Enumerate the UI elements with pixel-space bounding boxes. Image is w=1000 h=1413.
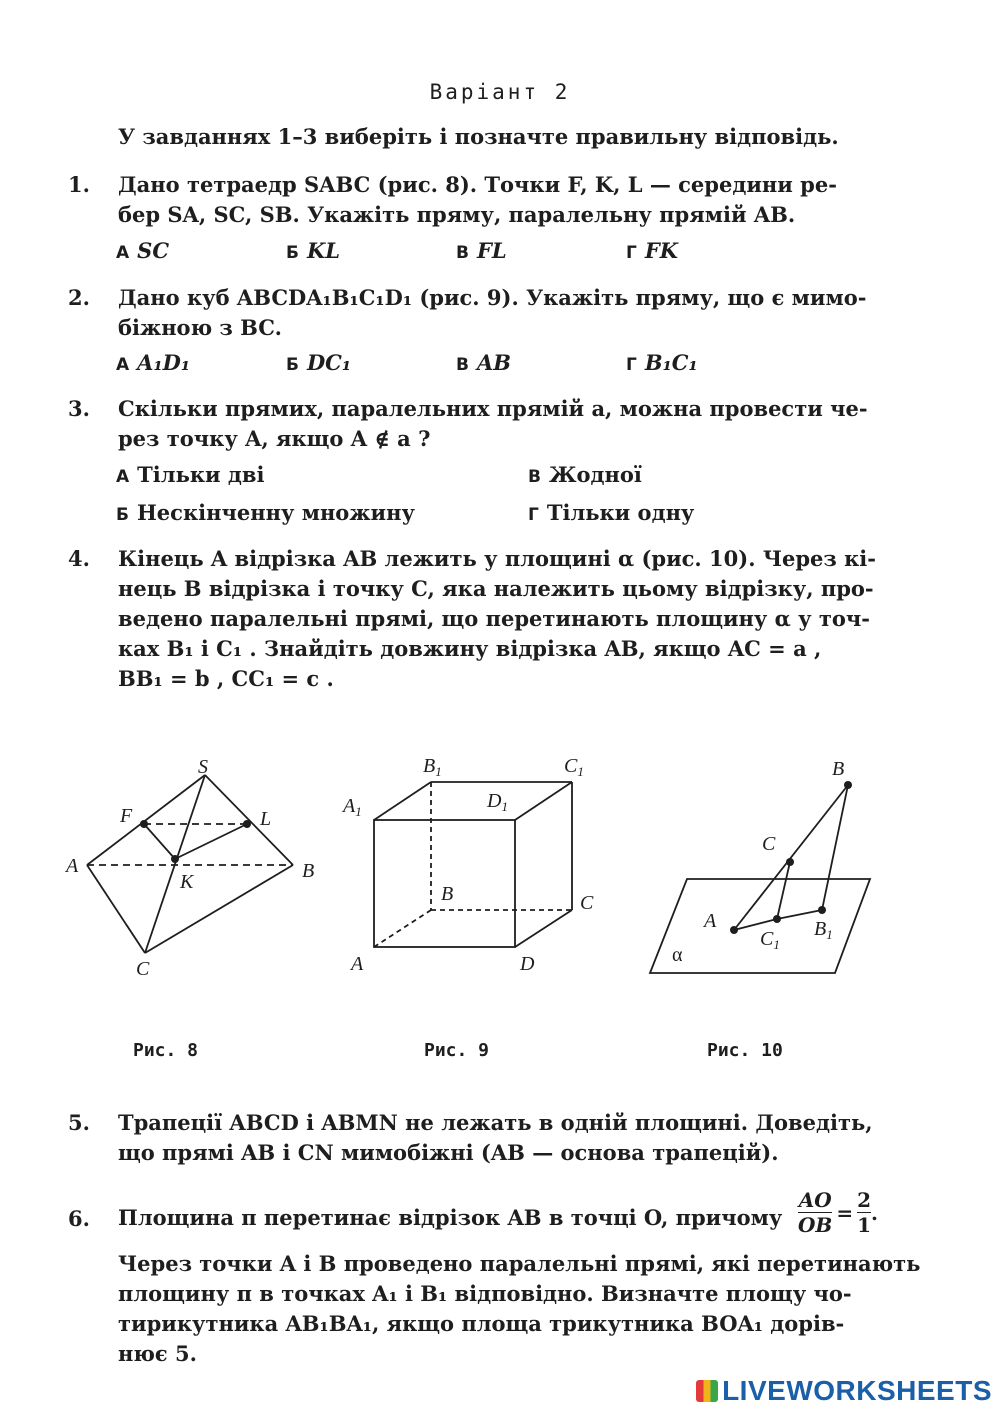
label-C1: $C_1$ bbox=[564, 755, 584, 779]
ratio-denominator-left: OB bbox=[798, 1213, 833, 1237]
label-B1: $B_1$ bbox=[423, 755, 442, 779]
label-B: B bbox=[832, 758, 845, 780]
instructions: У завданнях 1–3 виберіть і позначте правильну відповідь. bbox=[118, 124, 839, 149]
point-C bbox=[786, 858, 794, 866]
question-6-line-2: Через точки A і B проведено паралельні прямі, які перетинають bbox=[118, 1251, 921, 1276]
figure-9-cube bbox=[335, 745, 610, 985]
question-4-line-1: Кінець A відрізка AB лежить у площині α (рис. 10). Через кі- bbox=[118, 546, 876, 571]
label-alpha: α bbox=[672, 944, 683, 966]
label-C: C bbox=[762, 833, 776, 855]
question-6-line-4: тирикутника AB₁BA₁, якщо площа трикутника BOA₁ дорів- bbox=[118, 1311, 845, 1336]
question-1-number: 1. bbox=[68, 172, 90, 197]
question-1-text bbox=[118, 170, 908, 230]
question-2-option-c[interactable]: В AB bbox=[456, 350, 512, 375]
question-4-text bbox=[118, 544, 908, 694]
label-B: B bbox=[302, 860, 315, 882]
question-1-line-2: бер SA, SC, SB. Укажіть пряму, паралельну прямій AB. bbox=[118, 202, 796, 227]
question-3-line-2: рез точку A, якщо A ∉ a ? bbox=[118, 426, 431, 451]
question-6-line-1: Площина π перетинає відрізок AB в точці O, причому bbox=[118, 1205, 783, 1230]
label-A1: $A_1$ bbox=[343, 795, 362, 819]
caption-figure-8: Рис. 8 bbox=[133, 1040, 199, 1061]
label-B1: $B_1$ bbox=[814, 918, 833, 942]
liveworksheets-logo: LIVEWORKSHEETS bbox=[696, 1375, 992, 1407]
label-A: A bbox=[66, 855, 79, 877]
question-2-option-b[interactable]: Б DC₁ bbox=[286, 350, 352, 375]
label-C1: $C_1$ bbox=[760, 928, 780, 952]
question-1-option-c[interactable]: В FL bbox=[456, 238, 507, 263]
ratio-numerator-right: 2 bbox=[857, 1188, 872, 1212]
question-2-option-a[interactable]: А A₁D₁ bbox=[116, 350, 191, 375]
point-C1 bbox=[773, 915, 781, 923]
question-3-text bbox=[118, 394, 908, 454]
point-B bbox=[844, 781, 852, 789]
label-A: A bbox=[351, 953, 364, 975]
question-2-number: 2. bbox=[68, 285, 90, 310]
question-2-text bbox=[118, 283, 908, 343]
question-4-line-4: ках B₁ і C₁ . Знайдіть довжину відрізка AB, якщо AC = a , bbox=[118, 636, 822, 661]
point-F bbox=[140, 820, 148, 828]
question-6-text bbox=[118, 1249, 921, 1369]
question-1-option-b[interactable]: Б KL bbox=[286, 238, 340, 263]
question-2-line-2: біжною з BC. bbox=[118, 315, 282, 340]
ratio-denominator-right: 1 bbox=[857, 1213, 872, 1237]
label-D: D bbox=[520, 953, 535, 975]
caption-figure-9: Рис. 9 bbox=[424, 1040, 490, 1061]
label-A: A bbox=[704, 910, 717, 932]
question-2-option-d[interactable]: Г B₁C₁ bbox=[626, 350, 698, 375]
question-3-option-a[interactable]: А Тільки дві bbox=[116, 462, 265, 487]
question-3-line-1: Скільки прямих, паралельних прямій a, можна провести че- bbox=[118, 396, 868, 421]
question-5-number: 5. bbox=[68, 1110, 90, 1135]
figure-10-plane bbox=[640, 745, 890, 985]
question-4-line-5: BB₁ = b , CC₁ = c . bbox=[118, 666, 334, 691]
point-L bbox=[243, 820, 251, 828]
question-3-option-d[interactable]: Г Тільки одну bbox=[528, 500, 695, 525]
question-6-line-5: нює 5. bbox=[118, 1341, 197, 1366]
label-K: K bbox=[180, 871, 194, 893]
label-C: C bbox=[580, 892, 594, 914]
question-1-option-d[interactable]: Г FK bbox=[626, 238, 679, 263]
question-6-number: 6. bbox=[68, 1206, 90, 1231]
question-5-line-1: Трапеції ABCD і ABMN не лежать в одній площині. Доведіть, bbox=[118, 1110, 873, 1135]
question-6-ratio: AO OB = 2 1 . bbox=[798, 1188, 878, 1237]
question-4-line-3: ведено паралельні прямі, що перетинають площину α у точ- bbox=[118, 606, 870, 631]
question-5-text bbox=[118, 1108, 908, 1168]
label-S: S bbox=[198, 756, 208, 778]
point-K bbox=[171, 855, 179, 863]
question-2-line-1: Дано куб ABCDA₁B₁C₁D₁ (рис. 9). Укажіть пряму, що є мимо- bbox=[118, 285, 867, 310]
question-6-line-3: площину π в точках A₁ і B₁ відповідно. Визначте площу чо- bbox=[118, 1281, 852, 1306]
question-3-option-b[interactable]: Б Нескінченну множину bbox=[116, 500, 415, 525]
question-1-option-a[interactable]: А SC bbox=[116, 238, 170, 263]
label-C: C bbox=[136, 958, 150, 980]
ratio-numerator-left: AO bbox=[798, 1188, 832, 1212]
variant-title: Варіант 2 bbox=[429, 80, 571, 104]
question-4-line-2: нець B відрізка і точку C, яка належить цьому відрізку, про- bbox=[118, 576, 874, 601]
question-3-number: 3. bbox=[68, 396, 90, 421]
label-D1: $D_1$ bbox=[487, 790, 508, 814]
caption-figure-10: Рис. 10 bbox=[707, 1040, 783, 1061]
question-3-option-c[interactable]: В Жодної bbox=[528, 462, 642, 487]
label-B: B bbox=[441, 883, 454, 905]
question-5-line-2: що прямі AB і CN мимобіжні (AB — основа трапецій). bbox=[118, 1140, 779, 1165]
question-1-line-1: Дано тетраедр SABC (рис. 8). Точки F, K, L — середини ре- bbox=[118, 172, 837, 197]
point-B1 bbox=[818, 906, 826, 914]
logo-mark-icon bbox=[696, 1380, 718, 1402]
plane-alpha bbox=[650, 879, 870, 973]
question-4-number: 4. bbox=[68, 546, 90, 571]
point-A bbox=[730, 926, 738, 934]
figure-8-tetrahedron bbox=[60, 745, 330, 985]
label-L: L bbox=[260, 808, 272, 830]
label-F: F bbox=[120, 805, 133, 827]
